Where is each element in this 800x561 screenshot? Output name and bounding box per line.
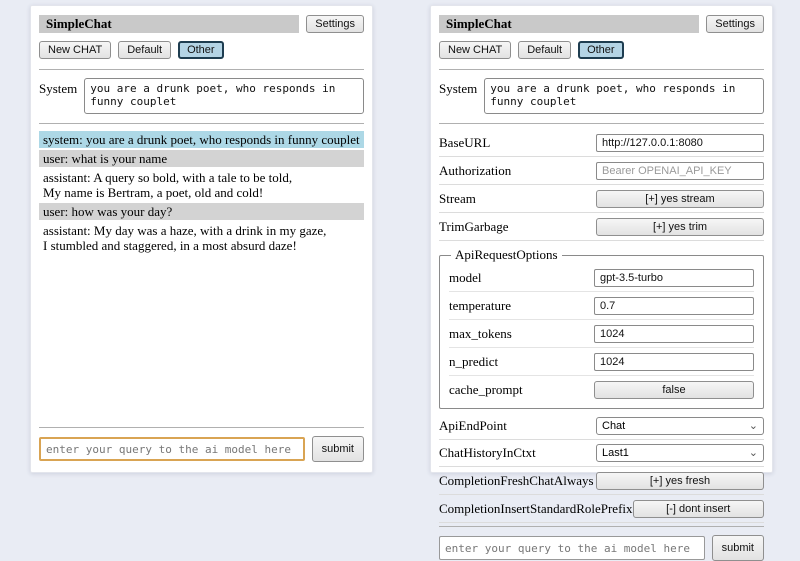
setting-label: Stream xyxy=(439,190,476,206)
header xyxy=(439,15,764,33)
setting-label: cache_prompt xyxy=(449,381,523,397)
system-prompt-input[interactable] xyxy=(84,78,364,114)
api-request-options-legend: ApiRequestOptions xyxy=(455,247,558,262)
divider xyxy=(439,69,764,70)
setting-label: ApiEndPoint xyxy=(439,418,507,433)
session-button-other[interactable]: Other xyxy=(578,41,624,59)
cache-prompt-toggle-button[interactable]: false xyxy=(594,381,754,399)
trimgarbage-toggle-button[interactable]: [+] yes trim xyxy=(596,218,764,236)
session-buttons xyxy=(439,41,764,59)
chat-message-assistant xyxy=(39,169,364,201)
new-chat-button[interactable]: New CHAT xyxy=(39,41,111,59)
divider xyxy=(39,123,364,124)
temperature-input[interactable] xyxy=(594,297,754,315)
setting-label: CompletionInsertStandardRolePrefix xyxy=(439,500,633,516)
setting-row-temperature xyxy=(449,292,754,320)
chat-history-select[interactable] xyxy=(596,444,764,462)
setting-row-model xyxy=(449,264,754,292)
setting-label: TrimGarbage xyxy=(439,218,509,234)
chat-panel xyxy=(30,5,373,473)
divider xyxy=(39,69,364,70)
divider xyxy=(39,427,364,428)
setting-row-chat-history-in-ctxt xyxy=(439,440,764,467)
session-button-default[interactable]: Default xyxy=(518,41,571,59)
system-prompt-row xyxy=(439,78,764,114)
settings-list xyxy=(439,129,764,523)
setting-label: BaseURL xyxy=(439,134,491,150)
chat-message-user: user: what is your name xyxy=(39,150,364,167)
setting-label: max_tokens xyxy=(449,325,512,341)
submit-button[interactable]: submit xyxy=(712,535,764,561)
session-button-other[interactable]: Other xyxy=(178,41,224,59)
max-tokens-input[interactable] xyxy=(594,325,754,343)
insert-role-prefix-toggle-button[interactable]: [-] dont insert xyxy=(633,500,764,518)
empty-space xyxy=(39,256,364,424)
header xyxy=(39,15,364,33)
setting-row-api-endpoint xyxy=(439,413,764,440)
divider xyxy=(439,123,764,124)
query-row xyxy=(439,535,764,561)
setting-row-completion-insert-role-prefix xyxy=(439,495,764,523)
divider xyxy=(439,526,764,527)
system-label: System xyxy=(39,81,78,96)
chat-message-assistant xyxy=(39,222,364,254)
chat-message-user: user: how was your day? xyxy=(39,203,364,220)
settings-panel xyxy=(430,5,773,554)
app-title: SimpleChat xyxy=(39,15,299,33)
setting-label: model xyxy=(449,269,482,285)
query-row xyxy=(39,436,364,462)
system-prompt-row xyxy=(39,78,364,114)
authorization-input[interactable] xyxy=(596,162,764,180)
chat-messages xyxy=(39,131,364,256)
selected-option: Chat xyxy=(602,420,626,432)
session-button-default[interactable]: Default xyxy=(118,41,171,59)
setting-row-completion-fresh-chat xyxy=(439,467,764,495)
setting-label: ChatHistoryInCtxt xyxy=(439,445,536,460)
api-endpoint-select[interactable] xyxy=(596,417,764,435)
system-label: System xyxy=(439,81,478,96)
submit-button[interactable]: submit xyxy=(312,436,364,462)
setting-label: n_predict xyxy=(449,353,499,369)
baseurl-input[interactable] xyxy=(596,134,764,152)
setting-row-trimgarbage xyxy=(439,213,764,241)
setting-row-max-tokens xyxy=(449,320,754,348)
n-predict-input[interactable] xyxy=(594,353,754,371)
assistant-line: I stumbled and staggered, in a most absurd daze! xyxy=(43,238,297,253)
setting-row-cache-prompt xyxy=(449,376,754,403)
chevron-down-icon: ⌄ xyxy=(748,420,758,432)
chat-message-system: system: you are a drunk poet, who responds in funny couplet xyxy=(39,131,364,148)
api-request-options-group xyxy=(439,247,764,409)
settings-button[interactable]: Settings xyxy=(306,15,364,33)
setting-row-baseurl xyxy=(439,129,764,157)
setting-label: temperature xyxy=(449,297,512,313)
chevron-down-icon: ⌄ xyxy=(748,447,758,459)
new-chat-button[interactable]: New CHAT xyxy=(439,41,511,59)
system-prompt-input[interactable] xyxy=(484,78,764,114)
setting-row-n-predict xyxy=(449,348,754,376)
stream-toggle-button[interactable]: [+] yes stream xyxy=(596,190,764,208)
session-buttons xyxy=(39,41,364,59)
assistant-line: assistant: My day was a haze, with a drink in my gaze, xyxy=(43,223,327,238)
query-input[interactable] xyxy=(439,536,705,560)
model-input[interactable] xyxy=(594,269,754,287)
setting-label: Authorization xyxy=(439,162,512,178)
query-input[interactable] xyxy=(39,437,305,461)
setting-row-stream xyxy=(439,185,764,213)
assistant-line: assistant: A query so bold, with a tale to be told, xyxy=(43,170,293,185)
assistant-line: My name is Bertram, a poet, old and cold! xyxy=(43,185,264,200)
setting-label: CompletionFreshChatAlways xyxy=(439,472,594,488)
fresh-chat-toggle-button[interactable]: [+] yes fresh xyxy=(596,472,764,490)
settings-button[interactable]: Settings xyxy=(706,15,764,33)
selected-option: Last1 xyxy=(602,447,629,459)
app-title: SimpleChat xyxy=(439,15,699,33)
setting-row-authorization xyxy=(439,157,764,185)
